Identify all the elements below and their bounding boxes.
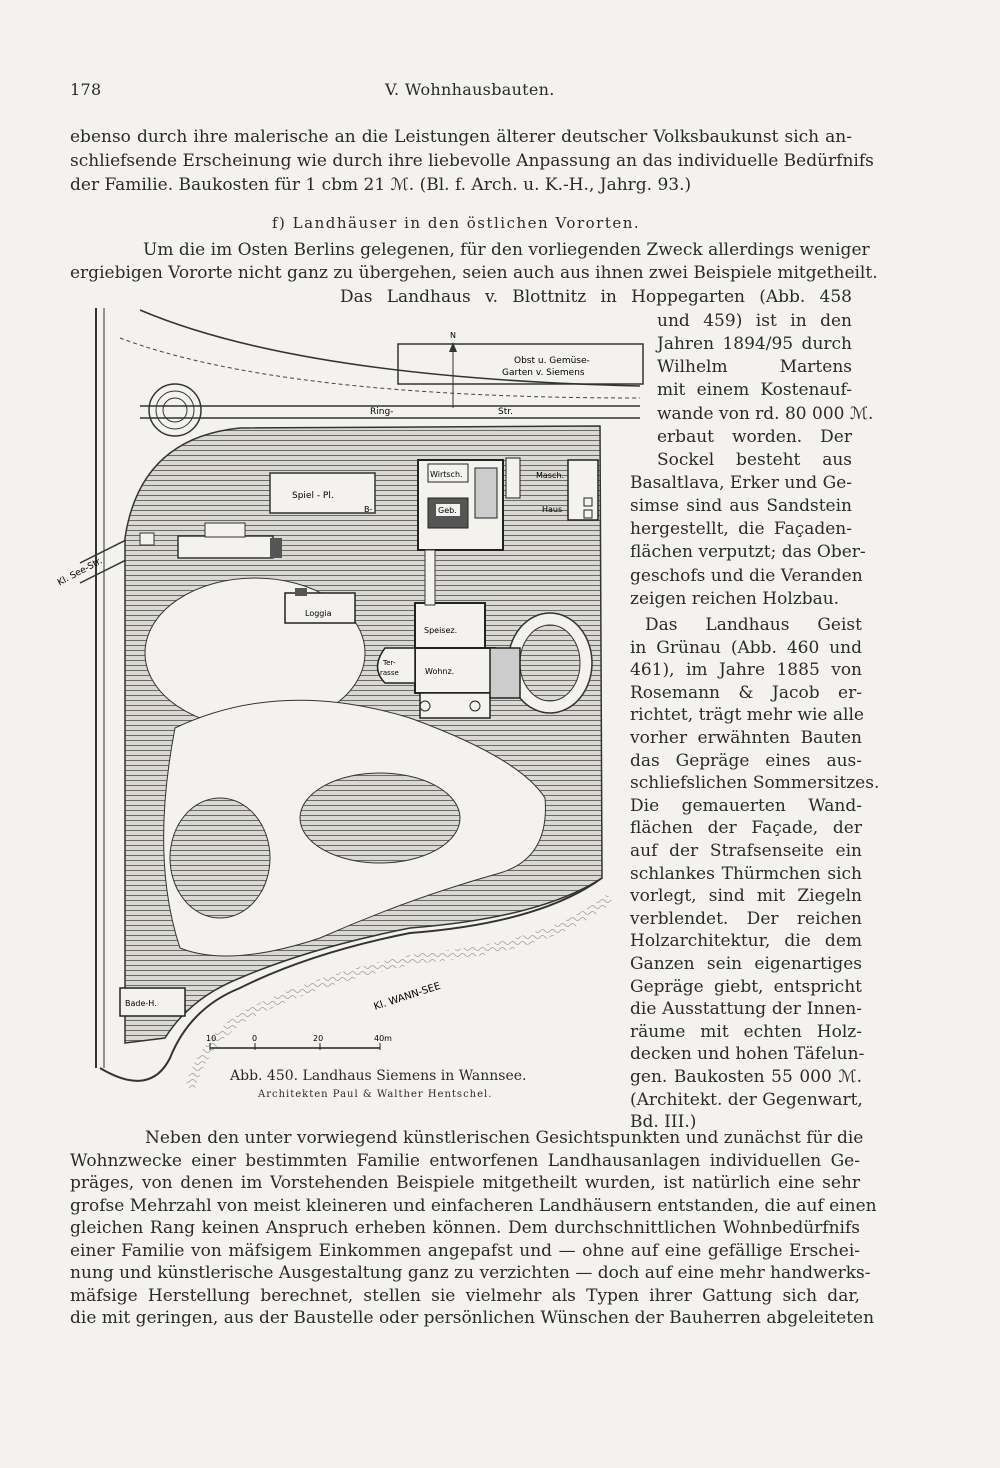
figure-caption: Abb. 450. Landhaus Siemens in Wannsee. xyxy=(230,1068,527,1084)
geist-line: auf der Strafsenseite ein xyxy=(630,841,862,861)
geist-line: Die gemauerten Wand- xyxy=(630,795,862,816)
ring-label: Ring- xyxy=(370,407,394,417)
section-line: ergiebigen Vororte nicht ganz zu übergehen, seien auch aus ihnen zwei Beispiele mitgetheilt. xyxy=(70,263,878,283)
bade-label: Bade-H. xyxy=(125,999,157,1008)
geist-line: das Gepräge eines aus- xyxy=(630,750,862,771)
geist-line: vorlegt, sind mit Ziegeln xyxy=(630,886,862,907)
geist-line: flächen der Façade, der xyxy=(630,818,862,839)
right-column-line: und 459) ist in den xyxy=(657,311,852,331)
geist-line: verblendet. Der reichen xyxy=(630,908,862,929)
right-column-line: wande von rd. 80 000 ℳ. xyxy=(657,404,874,424)
figure-credit: Architekten Paul & Walther Hentschel. xyxy=(258,1089,493,1100)
intro-line: der Familie. Baukosten für 1 cbm 21 ℳ. (Bl. f. Arch. u. K.-H., Jahrg. 93.) xyxy=(70,175,692,195)
right-column-line: hergestellt, die Façaden- xyxy=(630,519,852,539)
ter-label: Ter- xyxy=(383,659,396,667)
bottom-line: grofse Mehrzahl von meist kleineren und einfacheren Landhäusern entstanden, die auf einen xyxy=(70,1195,877,1216)
geist-line: Holzarchitektur, die dem xyxy=(630,931,862,952)
bottom-line: gleichen Rang keinen Anspruch erheben können. Dem durchschnittlichen Wohnbedürfnifs xyxy=(70,1218,860,1238)
geb-label: Geb. xyxy=(438,506,457,515)
scale-40: 40m xyxy=(374,1034,392,1043)
geist-line: (Architekt. der Gegenwart, xyxy=(630,1089,863,1110)
intro-line: schliefsende Erscheinung wie durch ihre liebevolle Anpassung an das individuelle Bedürfnifs xyxy=(70,151,874,171)
geist-line: 461), im Jahre 1885 von xyxy=(630,660,862,681)
right-column-line: Jahren 1894/95 durch xyxy=(657,334,852,354)
section-line: Um die im Osten Berlins gelegenen, für den vorliegenden Zweck allerdings weniger xyxy=(143,240,870,260)
section-heading: f) Landhäuser in den östlichen Vororten. xyxy=(272,214,641,232)
right-column-line: zeigen reichen Holzbau. xyxy=(630,589,840,609)
right-column-line: erbaut worden. Der xyxy=(657,427,852,447)
garden-label-2: Garten v. Siemens xyxy=(502,368,585,378)
haus-label: Haus xyxy=(542,505,563,514)
geist-line: Rosemann & Jacob er- xyxy=(630,682,862,703)
geist-line: Bd. III.) xyxy=(630,1112,697,1133)
lake-label: Kl. WANN-SEE xyxy=(372,980,443,1013)
spiel-label: Spiel - Pl. xyxy=(292,491,334,501)
bottom-line: präges, von denen im Vorstehenden Beispiele mitgetheilt wurden, ist natürlich eine sehr xyxy=(70,1173,860,1193)
blottnitz-line: Das Landhaus v. Blottnitz in Hoppegarten (Abb. 458 xyxy=(340,287,852,307)
scale-20: 20 xyxy=(313,1034,324,1043)
geist-line: richtet, trägt mehr wie alle xyxy=(630,705,864,726)
geist-line: schliefslichen Sommersitzes. xyxy=(630,773,880,794)
b-label: B- xyxy=(364,505,373,514)
bottom-line: Wohnzwecke einer bestimmten Familie entworfenen Landhausanlagen individuellen Ge- xyxy=(70,1150,860,1171)
geist-line: schlankes Thürmchen sich xyxy=(630,863,862,884)
north-label: N xyxy=(450,331,456,340)
wohnz-label: Wohnz. xyxy=(425,667,455,676)
scale-0: 0 xyxy=(252,1034,258,1043)
right-column-line: mit einem Kostenauf- xyxy=(657,380,852,400)
intro-line: ebenso durch ihre malerische an die Leistungen älterer deutscher Volksbaukunst sich an- xyxy=(70,127,852,147)
bottom-line: einer Familie von mäfsigem Einkommen angepafst und — ohne auf eine gefällige Erschei- xyxy=(70,1240,860,1261)
rasse-label: rasse xyxy=(380,669,399,677)
right-column-line: geschofs und die Veranden xyxy=(630,566,863,586)
scale-10: 10 xyxy=(206,1034,217,1043)
speisez-label: Speisez. xyxy=(424,626,458,635)
geist-line: vorher erwähnten Bauten xyxy=(630,728,862,748)
geist-line: Ganzen sein eigenartiges xyxy=(630,954,862,974)
right-column-line: flächen verputzt; das Ober- xyxy=(630,542,866,562)
garden-label-1: Obst u. Gemüse- xyxy=(514,356,590,366)
site-plan-figure xyxy=(56,298,625,1100)
right-column-line: simse sind aus Sandstein xyxy=(630,496,852,516)
geist-line: räume mit echten Holz- xyxy=(630,1021,862,1042)
right-column-line: Sockel besteht aus xyxy=(657,450,852,470)
right-column-line: Basaltlava, Erker und Ge- xyxy=(630,473,852,493)
str-label: Str. xyxy=(498,407,513,417)
bottom-line: die mit geringen, aus der Baustelle oder persönlichen Wünschen der Bauherren abgeleiteten xyxy=(70,1308,875,1328)
page-number: 178 xyxy=(70,80,102,99)
bottom-line: nung und künstlerische Ausgestaltung ganz zu verzichten — doch auf eine mehr handwerks- xyxy=(70,1263,871,1283)
geist-line: Das Landhaus Geist xyxy=(645,615,862,635)
street-left-label: Kl. See-Str. xyxy=(56,556,105,589)
geist-line: Gepräge giebt, entspricht xyxy=(630,976,862,997)
geist-line: decken und hohen Täfelun- xyxy=(630,1044,865,1065)
masch-label: Masch. xyxy=(536,471,564,480)
running-title: V. Wohnhausbauten. xyxy=(385,80,555,99)
right-column-line: Wilhelm Martens xyxy=(657,357,852,377)
geist-line: die Ausstattung der Innen- xyxy=(630,999,862,1020)
geist-line: gen. Baukosten 55 000 ℳ. xyxy=(630,1067,862,1087)
bottom-line: Neben den unter vorwiegend künstlerischen Gesichtspunkten und zunächst für die xyxy=(145,1128,864,1148)
bottom-line: mäfsige Herstellung berechnet, stellen sie vielmehr als Typen ihrer Gattung sich dar, xyxy=(70,1285,860,1306)
loggia-label: Loggia xyxy=(305,609,332,618)
geist-line: in Grünau (Abb. 460 und xyxy=(630,637,862,658)
wirtsch-label: Wirtsch. xyxy=(430,470,463,479)
